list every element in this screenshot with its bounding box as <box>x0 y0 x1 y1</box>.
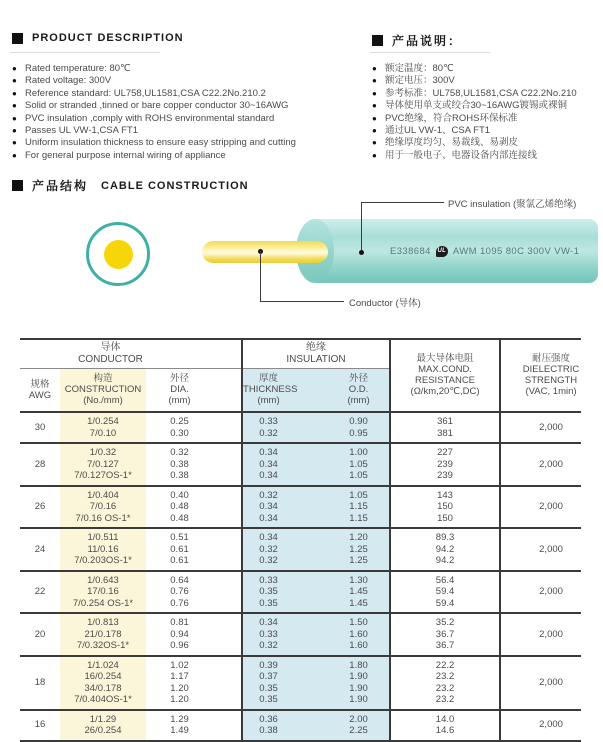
bullet-text: Solid or stranded ,tinned or bare copper conductor 30~16AWG <box>25 100 289 112</box>
cable-cross-section <box>86 222 150 286</box>
cell-resistance: 35.2 36.7 36.7 <box>390 613 500 656</box>
cell-construction: 1/0.511 11/0.16 7/0.203OS-1* <box>60 528 146 571</box>
bullet-item <box>372 63 603 75</box>
cell-construction: 1/1.29 26/0.254 <box>60 710 146 741</box>
product-description-heading <box>12 32 184 44</box>
cell-awg: 18 <box>20 656 60 710</box>
bullet-item <box>372 88 603 100</box>
cell-awg: 28 <box>20 443 60 486</box>
conductor-core <box>104 240 133 269</box>
bullet-icon: ● <box>372 76 377 86</box>
cell-awg: 26 <box>20 486 60 529</box>
bullet-icon: ● <box>12 113 17 123</box>
bullet-text: 用于一般电子、电器设备内部连接线 <box>385 149 538 161</box>
bullet-item <box>12 75 364 87</box>
bullet-item <box>372 113 603 125</box>
cell-construction: 1/0.813 21/0.178 7/0.32OS-1* <box>60 613 146 656</box>
table-row-awg-24 <box>20 528 581 571</box>
bullet-item <box>12 125 364 137</box>
cell-construction: 1/0.404 7/0.16 7/0.16 OS-1* <box>60 486 146 529</box>
cell-dia: 1.29 1.49 <box>146 710 242 741</box>
bullet-icon: ● <box>12 150 17 160</box>
bullet-icon: ● <box>372 101 377 111</box>
bullet-item <box>372 137 603 149</box>
product-description-list <box>12 63 364 162</box>
conductor-rod <box>202 241 328 263</box>
cell-dia: 0.64 0.76 0.76 <box>146 571 242 614</box>
cell-dia: 1.02 1.17 1.20 1.20 <box>146 656 242 710</box>
cell-od: 1.00 1.05 1.05 <box>328 443 390 486</box>
cell-construction: 1/0.643 17/0.16 7/0.254 OS-1* <box>60 571 146 614</box>
column-header-od: 外径 O.D. (mm) <box>328 369 390 413</box>
cell-od: 1.30 1.45 1.45 <box>328 571 390 614</box>
cell-dielectric: 2,000 <box>500 528 581 571</box>
cell-construction: 1/0.254 7/0.10 <box>60 412 146 443</box>
column-header-resistance: 最大导体电阻 MAX.COND. RESISTANCE (Ω/km,20℃,DC) <box>390 339 500 412</box>
cell-dielectric: 2,000 <box>500 486 581 529</box>
column-header-construction: 构造 CONSTRUCTION (No./mm) <box>60 369 146 413</box>
cable-construction-heading <box>12 177 249 194</box>
bullet-text: 绝缘厚度均匀、易裁线、易剥皮 <box>385 137 519 149</box>
bullet-text: Rated voltage: 300V <box>25 75 112 87</box>
bullet-text: Passes UL VW-1,CSA FT1 <box>25 125 138 137</box>
cell-dielectric: 2,000 <box>500 412 581 443</box>
cell-dia: 0.32 0.38 0.38 <box>146 443 242 486</box>
cell-construction: 1/1.024 16/0.254 34/0.178 7/0.404OS-1* <box>60 656 146 710</box>
cell-awg: 20 <box>20 613 60 656</box>
cell-dielectric: 2,000 <box>500 571 581 614</box>
product-notes-cn-title: 产品说明： <box>392 34 463 48</box>
cell-od: 0.90 0.95 <box>328 412 390 443</box>
section-marker-icon <box>372 35 383 46</box>
column-header-thickness: 厚度 THICKNESS (mm) <box>242 369 328 413</box>
cell-resistance: 14.0 14.6 <box>390 710 500 741</box>
bullet-icon: ● <box>372 150 377 160</box>
bullet-icon: ● <box>12 88 17 98</box>
section-marker-icon <box>12 33 23 44</box>
bullet-item <box>372 100 603 112</box>
callout-line <box>260 301 344 302</box>
cell-awg: 16 <box>20 710 60 741</box>
cable-print-text <box>390 246 579 257</box>
cable-construction-title-en: CABLE CONSTRUCTION <box>101 179 249 192</box>
conductor-label: Conductor (导体) <box>349 298 421 309</box>
bullet-icon: ● <box>12 126 17 136</box>
table-row-awg-22 <box>20 571 581 614</box>
table-row-awg-26 <box>20 486 581 529</box>
cell-awg: 30 <box>20 412 60 443</box>
table-row-awg-20 <box>20 613 581 656</box>
cell-dia: 0.81 0.94 0.96 <box>146 613 242 656</box>
cell-thickness: 0.36 0.38 <box>242 710 328 741</box>
cell-thickness: 0.34 0.34 0.34 <box>242 443 328 486</box>
cell-thickness: 0.32 0.34 0.34 <box>242 486 328 529</box>
cell-resistance: 227 239 239 <box>390 443 500 486</box>
bullet-text: Rated temperature: 80℃ <box>25 63 131 74</box>
cell-od: 2.00 2.25 <box>328 710 390 741</box>
cell-resistance: 89.3 94.2 94.2 <box>390 528 500 571</box>
bullet-text: Uniform insulation thickness to ensure easy stripping and cutting <box>25 137 296 149</box>
cell-awg: 24 <box>20 528 60 571</box>
bullet-item <box>12 150 364 162</box>
cable-construction-title-cn: 产品结构 <box>32 179 89 193</box>
bullet-item <box>372 150 603 162</box>
cell-od: 1.80 1.90 1.90 1.90 <box>328 656 390 710</box>
heading-underline <box>370 52 490 53</box>
bullet-icon: ● <box>12 138 17 148</box>
cable-rating-text: AWM 1095 80C 300V VW-1 <box>452 246 580 257</box>
bullet-text: 额定电压：300V <box>385 75 455 87</box>
cell-od: 1.50 1.60 1.60 <box>328 613 390 656</box>
bullet-text: For general purpose internal wiring of appliance <box>25 149 226 161</box>
bullet-item <box>12 88 364 100</box>
bullet-item <box>372 125 603 137</box>
product-description-title: PRODUCT DESCRIPTION <box>32 32 184 44</box>
cell-dia: 0.25 0.30 <box>146 412 242 443</box>
cell-resistance: 143 150 150 <box>390 486 500 529</box>
bullet-icon: ● <box>12 64 17 73</box>
cell-resistance: 361 381 <box>390 412 500 443</box>
column-header-awg: 规格 AWG <box>20 369 60 413</box>
callout-dot-icon <box>359 250 364 255</box>
cell-dia: 0.51 0.61 0.61 <box>146 528 242 571</box>
callout-line <box>260 251 261 302</box>
bullet-icon: ● <box>12 76 17 86</box>
cell-resistance: 22.2 23.2 23.2 23.2 <box>390 656 500 710</box>
product-notes-cn-heading <box>372 32 462 49</box>
cell-awg: 22 <box>20 571 60 614</box>
bullet-text: PVC insulation ,comply with ROHS environmental standard <box>25 112 275 124</box>
callout-line <box>361 202 362 252</box>
column-header-dielectric: 耐压强度 DIELECTRIC STRENGTH (VAC, 1min) <box>500 339 581 412</box>
bullet-text: 额定温度：80℃ <box>385 63 454 74</box>
bullet-item <box>12 100 364 112</box>
group-header-insulation: 绝缘 INSULATION <box>242 339 390 369</box>
cell-thickness: 0.39 0.37 0.35 0.35 <box>242 656 328 710</box>
spec-table <box>20 338 581 742</box>
cable-cert-number: E338684 <box>390 246 431 257</box>
cell-resistance: 56.4 59.4 59.4 <box>390 571 500 614</box>
bullet-icon: ● <box>372 126 377 136</box>
cell-dielectric: 2,000 <box>500 710 581 741</box>
ul-logo-icon: UL <box>436 246 448 257</box>
bullet-icon: ● <box>372 138 377 148</box>
bullet-icon: ● <box>372 88 377 98</box>
cell-od: 1.05 1.15 1.15 <box>328 486 390 529</box>
table-group-header-row <box>20 339 581 369</box>
cell-thickness: 0.34 0.33 0.32 <box>242 613 328 656</box>
bullet-item <box>12 113 364 125</box>
table-row-awg-18 <box>20 656 581 710</box>
cell-dia: 0.40 0.48 0.48 <box>146 486 242 529</box>
bullet-item <box>12 63 364 75</box>
bullet-text: PVC绝缘，符合ROHS环保标准 <box>385 112 518 124</box>
cell-thickness: 0.33 0.35 0.35 <box>242 571 328 614</box>
bullet-item <box>12 137 364 149</box>
bullet-text: 通过UL VW-1、CSA FT1 <box>385 125 491 137</box>
heading-underline <box>10 52 160 53</box>
table-row-awg-28 <box>20 443 581 486</box>
callout-line <box>361 202 444 203</box>
cell-thickness: 0.33 0.32 <box>242 412 328 443</box>
cell-dielectric: 2,000 <box>500 656 581 710</box>
section-marker-icon <box>12 180 23 191</box>
bullet-icon: ● <box>12 101 17 111</box>
bullet-text: Reference standard: UL758,UL1581,CSA C22.2No.210.2 <box>25 87 266 99</box>
bullet-icon: ● <box>372 113 377 123</box>
insulation-label: PVC insulation (聚氯乙烯绝缘) <box>448 199 577 210</box>
bullet-text: 参考标准：UL758,UL1581,CSA C22.2No.210 <box>385 87 577 99</box>
table-row-awg-16 <box>20 710 581 741</box>
product-notes-cn-list <box>372 63 603 162</box>
column-header-dia: 外径 DIA. (mm) <box>146 369 242 413</box>
cell-od: 1.20 1.25 1.25 <box>328 528 390 571</box>
bullet-icon: ● <box>372 64 377 73</box>
group-header-conductor: 导体 CONDUCTOR <box>20 339 242 369</box>
cell-dielectric: 2,000 <box>500 613 581 656</box>
table-row-awg-30 <box>20 412 581 443</box>
cell-dielectric: 2,000 <box>500 443 581 486</box>
cell-thickness: 0.34 0.32 0.32 <box>242 528 328 571</box>
bullet-item <box>372 75 603 87</box>
spec-table-body <box>20 412 581 741</box>
bullet-text: 导体使用单支或绞合30~16AWG镀锡或裸铜 <box>385 100 568 112</box>
cell-construction: 1/0.32 7/0.127 7/0.127OS-1* <box>60 443 146 486</box>
